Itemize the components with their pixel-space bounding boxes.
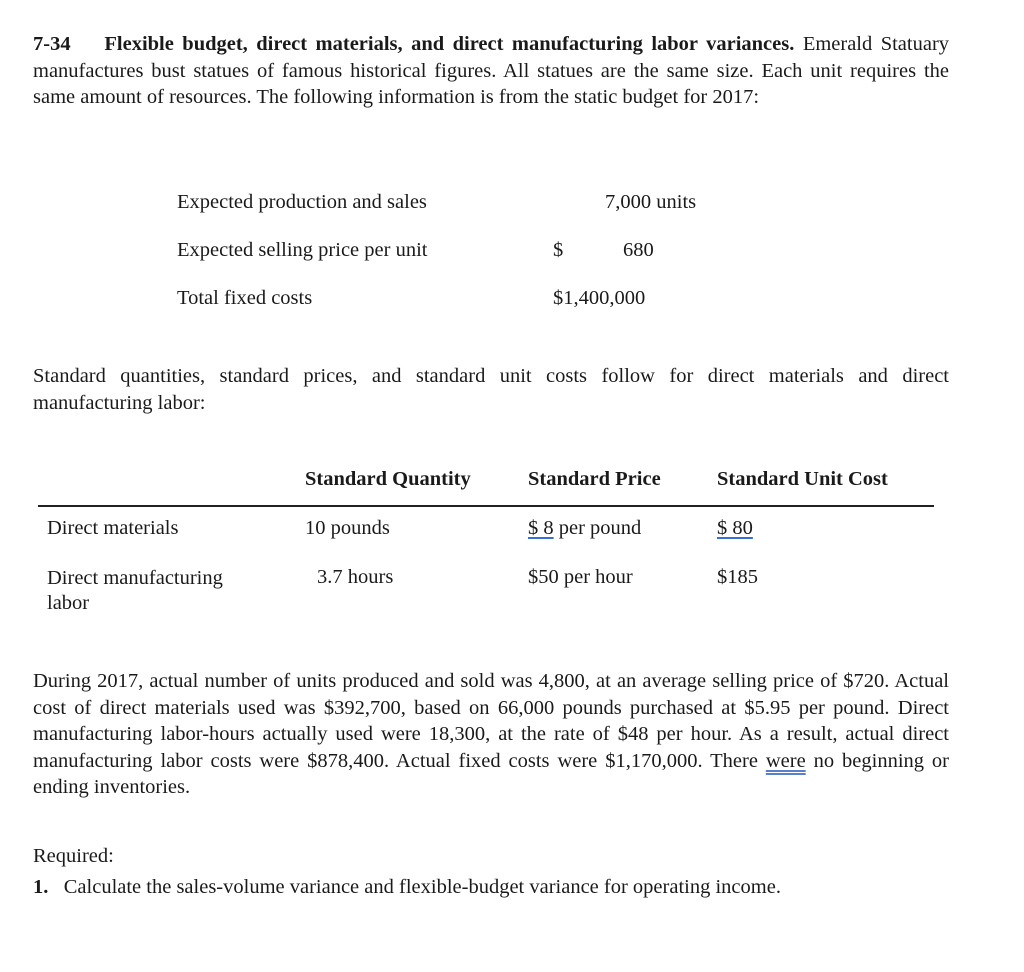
row-direct-materials-label: Direct materials <box>47 517 179 539</box>
problem-title: Flexible budget, direct materials, and direct manufacturing labor variances. <box>104 33 795 55</box>
materials-price-amount: $ 8 <box>528 517 554 539</box>
spellcheck-word: were <box>765 749 806 772</box>
header-standard-price: Standard Price <box>528 468 661 490</box>
budget-label-price: Expected selling price per unit <box>177 239 428 261</box>
row-direct-labor-label: Direct manufacturing labor <box>47 567 223 614</box>
actuals-paragraph: During 2017, actual number of units produced and sold was 4,800, at an average selling price of $720. Actual cost of direct materials used was $392,700, based on 66,000 pounds purchased at $5.95 per pound. Direct manufacturing labor-hours actually used were 18,300, at the rate of $48 per hour. As a result, actual direct manufacturing labor costs were $878,400. Actual fixed costs were $1,170,000. There were no beginning or ending inventories. <box>33 670 950 798</box>
budget-label-production: Expected production and sales <box>177 191 427 213</box>
table-header-rule <box>38 505 934 507</box>
required-item-number: 1. <box>33 876 49 898</box>
row-direct-materials-price <box>528 517 641 540</box>
header-standard-quantity: Standard Quantity <box>305 468 471 490</box>
problem-intro <box>33 31 949 111</box>
required-item-1 <box>33 876 781 899</box>
row-direct-labor-quantity: 3.7 hours <box>317 566 394 588</box>
required-heading: Required: <box>33 845 114 867</box>
budget-value-production: 7,000 units <box>605 191 697 213</box>
budget-value-price: 680 <box>623 239 654 261</box>
budget-label-fixed: Total fixed costs <box>177 287 313 309</box>
row-direct-labor-unit-cost: $185 <box>717 566 758 588</box>
budget-currency-price: $ <box>553 239 564 261</box>
budget-value-fixed: $1,400,000 <box>553 287 646 309</box>
row-direct-labor-price: $50 per hour <box>528 566 633 588</box>
problem-number: 7-34 <box>33 33 71 55</box>
materials-price-unit: per pound <box>553 517 642 539</box>
header-standard-unit-cost: Standard Unit Cost <box>717 468 888 490</box>
row-direct-materials-unit-cost: $ 80 <box>717 517 753 539</box>
required-item-text: Calculate the sales-volume variance and flexible-budget variance for operating income. <box>63 876 781 898</box>
standards-intro: Standard quantities, standard prices, and standard unit costs follow for direct materials and direct manufacturing labor: <box>33 365 949 414</box>
row-direct-materials-quantity: 10 pounds <box>305 517 390 539</box>
problem-intro-text: Emerald Statuary manufactures bust statues of famous historical figures. All statues are the same size. Each unit requires the same amount of resources. The following information is from the static budget for 2017: <box>33 33 950 108</box>
